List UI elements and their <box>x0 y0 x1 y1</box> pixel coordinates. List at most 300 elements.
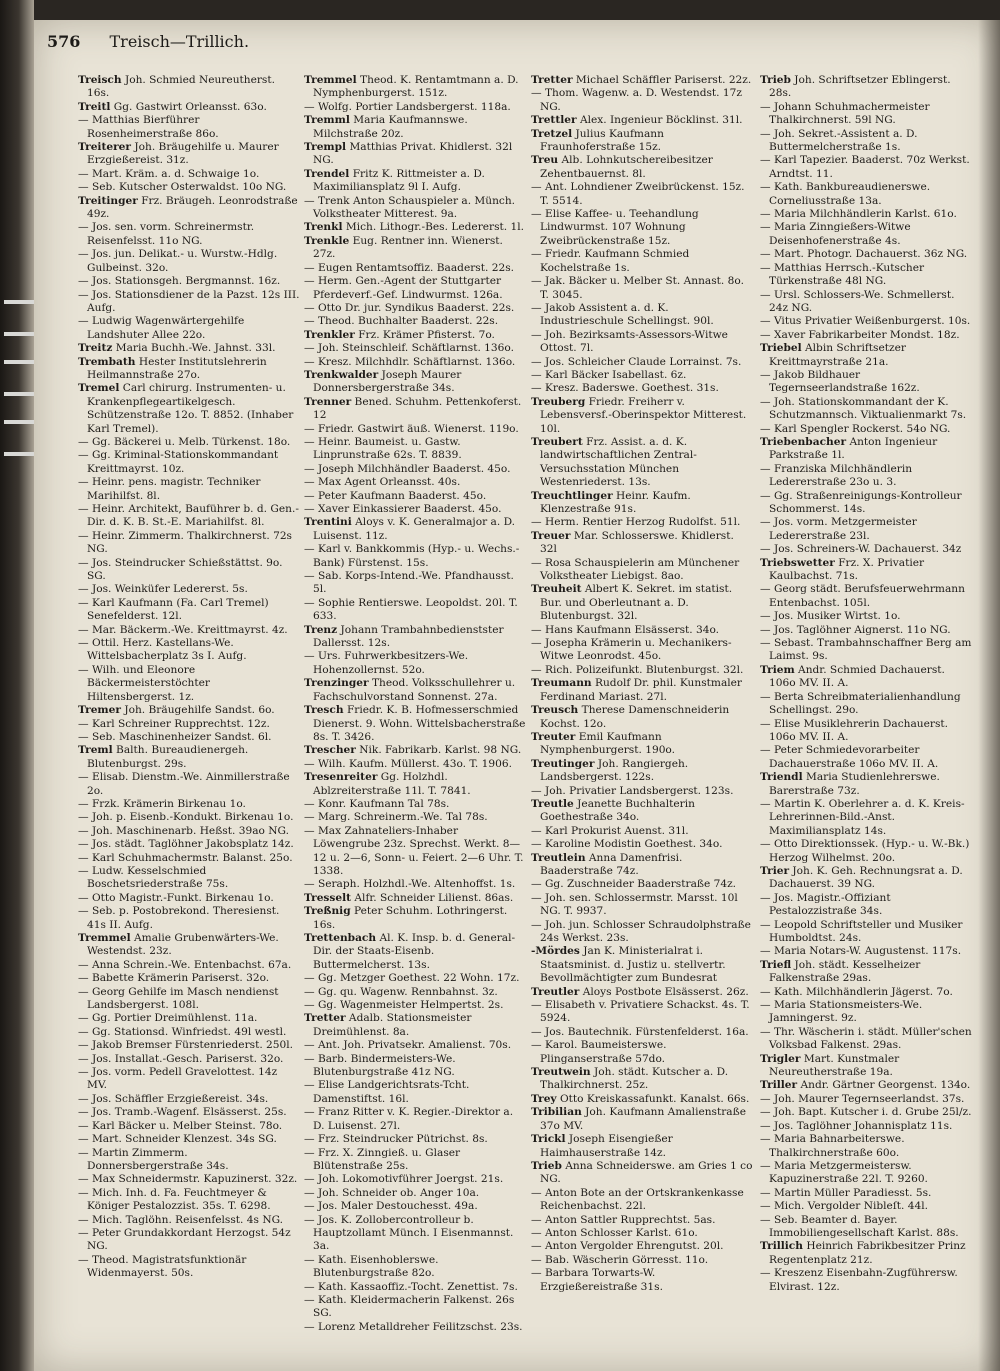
entry-text: Albert K. Sekret. im statist. Bur. und Oberleutnant a. D. Blutenburgst. 32l. <box>540 583 733 623</box>
directory-entry <box>531 516 753 529</box>
directory-entry <box>304 1039 526 1052</box>
directory-entry <box>304 570 526 597</box>
entry-text: — Maria Zinngießers-Witwe Deisenhofenerstraße 4s. <box>760 221 911 247</box>
directory-entry <box>531 1227 753 1240</box>
directory-entry <box>78 932 300 959</box>
directory-entry <box>531 369 753 382</box>
entry-text: — Babette Krämerin Pariserst. 32o. <box>78 972 270 985</box>
entry-text: Joh. Bräugehilfe Sandst. 6o. <box>124 704 275 717</box>
directory-entry <box>531 637 753 664</box>
entry-text: — Bab. Wäscherin Görresst. 11o. <box>531 1253 709 1266</box>
entry-surname: Tremmel <box>304 74 357 86</box>
directory-entry <box>78 637 300 664</box>
entry-text: — Kreszenz Eisenbahn-Zugführersw. Elvirast. 12z. <box>760 1267 958 1293</box>
entry-text: — Mart. Schneider Klenzest. 34s SG. <box>78 1133 277 1146</box>
directory-entry <box>760 463 974 490</box>
entry-text: Alfr. Schneider Lilienst. 86as. <box>354 891 514 904</box>
directory-entry <box>78 114 300 141</box>
directory-entry <box>304 168 526 195</box>
directory-entry <box>304 1254 526 1281</box>
directory-entry <box>760 664 974 691</box>
entry-surname: Tresselt <box>304 891 352 904</box>
directory-entry <box>760 289 974 316</box>
directory-entry <box>531 329 753 356</box>
directory-entry <box>531 382 753 395</box>
entry-text: Maria Kaufmannswe. Milchstraße 20z. <box>313 114 468 140</box>
directory-entry <box>531 436 753 490</box>
entry-text: — Berta Schreibmaterialienhandlung Schellingst. 29o. <box>760 690 961 717</box>
entry-text: — Ant. Joh. Privatsekr. Amalienst. 70s. <box>304 1039 512 1052</box>
directory-entry <box>78 248 300 275</box>
directory-entry <box>304 275 526 302</box>
entry-text: Theod. K. Rentamtmann a. D. Nymphenburgerst. 151z. <box>313 74 519 100</box>
directory-entry <box>760 771 974 798</box>
entry-text: — Maria Notars-W. Augustenst. 117s. <box>760 945 962 958</box>
directory-entry <box>760 436 974 463</box>
entry-text: — Ant. Lohndiener Zweibrückenst. 15z. T. 5514. <box>531 181 745 207</box>
directory-entry <box>304 423 526 436</box>
directory-entry <box>304 878 526 891</box>
entry-surname: Trettenbach <box>304 932 377 944</box>
entry-text: — Josepha Krämerin u. Mechanikers-Witwe Leonrodst. 45o. <box>531 637 732 663</box>
entry-text: — Herm. Rentier Herzog Rudolfst. 51l. <box>531 516 741 529</box>
directory-entry <box>531 74 753 87</box>
directory-entry <box>760 583 974 610</box>
entry-text: — Konr. Kaufmann Tal 78s. <box>304 797 450 810</box>
entry-text: Matthias Privat. Khidlerst. 32l NG. <box>313 141 513 167</box>
directory-entry <box>760 624 974 637</box>
directory-entry <box>760 423 974 436</box>
directory-entry <box>78 275 300 288</box>
entry-text: — Jos. vorm. Metzgermeister Ledererstraße 23l. <box>760 516 917 542</box>
entry-text: — Anna Schrein.-We. Entenbachst. 67a. <box>78 958 292 971</box>
entry-text: — Friedr. Kaufmann Schmied Kochelstraße 1s. <box>531 248 690 274</box>
entry-text: Gg. Holzhdl. Ablzreiterstraße 11l. T. 7841. <box>313 771 471 797</box>
directory-entry <box>78 1012 300 1025</box>
directory-entry <box>531 838 753 851</box>
entry-surname: Trembath <box>78 355 136 368</box>
entry-text: — Karl Prokurist Auenst. 31l. <box>531 824 689 837</box>
directory-entry <box>531 128 753 155</box>
entry-surname: Trillich <box>760 1240 803 1253</box>
directory-entry <box>78 530 300 557</box>
entry-surname: Treml <box>78 744 113 757</box>
entry-text: — Seb. p. Postobrekond. Theresienst. 41s II. Aufg. <box>78 905 280 931</box>
entry-text: Adalb. Stationsmeister Dreimühlenst. 8a. <box>313 1012 472 1038</box>
entry-text: — Peter Kaufmann Baaderst. 45o. <box>304 489 487 502</box>
directory-entry <box>304 905 526 932</box>
entry-text: — Georg Gehilfe im Masch nendienst Landsbergerst. 108l. <box>78 985 279 1012</box>
entry-text: — Jakob Assistent a. d. K. Industrieschule Schellingst. 90l. <box>531 301 714 328</box>
entry-text: — Matthias Herrsch.-Kutscher Türkenstraße 48l NG. <box>760 261 925 288</box>
entry-text: — Max Zahnateliers-Inhaber Löwengrube 23z. Sprechst. Werkt. 8—12 u. 2—6, Sonn- u. Feiert. 2—6 Uhr. T. 1338. <box>304 824 524 877</box>
directory-entry <box>304 503 526 516</box>
entry-text: — Peter Grundakkordant Herzogst. 54z NG. <box>78 1226 291 1253</box>
entry-text: — Frz. Steindrucker Pütrichst. 8s. <box>304 1133 488 1146</box>
entry-text: — Gg. Straßenreinigungs-Kontrolleur Schommerst. 14s. <box>760 489 962 515</box>
entry-text: — Jos. jun. Delikat.- u. Wurstw.-Hdlg. Gulbeinst. 32o. <box>78 248 278 274</box>
entry-text: Joh. Kaufmann Amalienstraße 37o MV. <box>540 1106 746 1132</box>
directory-entry <box>760 1120 974 1133</box>
entry-surname: Trendel <box>304 167 350 180</box>
directory-entry <box>78 557 300 584</box>
directory-entry <box>78 1254 300 1281</box>
entry-text: Mart. Kunstmaler Neureutherstraße 19a. <box>769 1052 900 1079</box>
directory-entry <box>304 302 526 315</box>
entry-text: Emil Kaufmann Nymphenburgerst. 190o. <box>540 730 675 757</box>
entry-text: — Seb. Maschinenheizer Sandst. 6l. <box>78 730 272 743</box>
entry-text: Heinrich Fabrikbesitzer Prinz Regentenplatz 21z. <box>769 1240 966 1266</box>
entry-text: — Joh. Schneider ob. Anger 10a. <box>304 1186 480 1199</box>
entry-surname: Treuheit <box>531 583 582 596</box>
entry-text: Joseph Maurer Donnersbergerstraße 34s. <box>313 368 462 395</box>
directory-entry <box>304 195 526 222</box>
directory-entry <box>531 583 753 623</box>
entry-text: — Gg. Metzger Goethest. 22 Wohn. 17z. <box>304 972 520 985</box>
directory-entry <box>760 986 974 999</box>
entry-text: — Kath. Bankbureaudienerswe. Corneliusstraße 13a. <box>760 181 931 207</box>
entry-text: Jeanette Buchhalterin Goethestraße 34o. <box>540 797 695 824</box>
entry-text: — Jos. Musiker Wirtst. 1o. <box>760 610 901 623</box>
directory-entry <box>78 892 300 905</box>
directory-column-2 <box>304 74 526 1334</box>
directory-column-3 <box>531 74 753 1294</box>
entry-text: — Leopold Schriftsteller und Musiker Humboldtst. 24s. <box>760 918 963 944</box>
directory-entry <box>760 718 974 745</box>
directory-entry <box>78 476 300 503</box>
entry-text: — Joh. Privatier Landsbergerst. 123s. <box>531 784 734 797</box>
directory-entry <box>78 811 300 824</box>
entry-text: — Max Schneidermstr. Kapuzinerst. 32z. <box>78 1173 298 1186</box>
directory-entry <box>304 892 526 905</box>
running-title: Treisch—Trillich. <box>109 32 250 51</box>
entry-text: Theod. Volksschullehrer u. Fachschulvorstand Sonnenst. 27a. <box>313 677 516 703</box>
entry-text: Heinr. Kaufm. Klenzestraße 91s. <box>540 489 691 515</box>
directory-entry <box>760 128 974 155</box>
entry-surname: Triebswetter <box>760 556 835 569</box>
entry-surname: Treuchtlinger <box>531 489 613 502</box>
directory-entry <box>531 758 753 785</box>
entry-surname: Tremml <box>304 114 350 127</box>
entry-surname: Trenz <box>304 623 338 636</box>
directory-column-4 <box>760 74 974 1294</box>
entry-text: — Mar. Bäckerm.-We. Kreittmayrst. 4z. <box>78 623 288 636</box>
entry-surname: Tresenreiter <box>304 771 378 784</box>
entry-surname: Treutwein <box>531 1066 591 1079</box>
directory-entry <box>304 758 526 771</box>
entry-text: — Jos. Stationsgeh. Bergmannst. 16z. <box>78 275 281 288</box>
entry-text: — Jos. Taglöhner Johannisplatz 11s. <box>760 1119 953 1132</box>
entry-surname: Tribilian <box>531 1106 582 1119</box>
entry-text: Amalie Grubenwärters-We. Westendst. 23z. <box>87 932 279 958</box>
entry-text: — Elisab. Dienstm.-We. Ainmillerstraße 2o. <box>78 771 290 797</box>
entry-text: Frz. X. Privatier Kaulbachst. 71s. <box>769 556 925 583</box>
directory-entry <box>78 1106 300 1119</box>
entry-text: — Johann Schuhmachermeister Thalkirchnerst. 59l NG. <box>760 100 930 127</box>
directory-entry <box>78 382 300 436</box>
entry-surname: Treusch <box>531 704 579 717</box>
entry-text: — Otto Direktionssek. (Hyp.- u. W.-Bk.) Herzog Wilhelmst. 20o. <box>760 838 970 864</box>
entry-text: Jan K. Ministerialrat i. Staatsminist. d. Justiz u. stellvertr. Bevollmächtigter zum Bundesrat <box>540 945 726 985</box>
entry-text: — Martin Müller Paradiesst. 5s. <box>760 1186 932 1199</box>
directory-entry <box>760 865 974 892</box>
entry-text: — Seb. Kutscher Osterwaldst. 10o NG. <box>78 181 287 194</box>
entry-text: — Joh. Steinschleif. Schäftlarnst. 136o. <box>304 342 514 355</box>
entry-surname: Treuer <box>531 529 571 542</box>
entry-surname: Tremer <box>78 704 121 717</box>
entry-surname: Tretzel <box>531 127 573 140</box>
directory-entry <box>760 543 974 556</box>
directory-entry <box>78 597 300 624</box>
entry-text: — Joh. p. Eisenb.-Kondukt. Birkenau 1o. <box>78 811 294 824</box>
entry-text: — Kresz. Milchhdlr. Schäftlarnst. 136o. <box>304 355 516 368</box>
entry-text: — Joh. Bapt. Kutscher i. d. Grube 25l/z. <box>760 1106 972 1119</box>
page-number: 576 <box>47 32 81 51</box>
directory-entry <box>304 476 526 489</box>
entry-text: Fritz K. Rittmeister a. D. Maximiliansplatz 9l I. Aufg. <box>313 167 485 194</box>
directory-entry <box>78 74 300 101</box>
entry-text: — Thom. Wagenw. a. D. Westendst. 17z NG. <box>531 87 742 113</box>
entry-surname: Tremmel <box>78 932 131 944</box>
entry-text: — Martin Zimmerm. Donnersbergerstraße 34s. <box>78 1146 229 1172</box>
directory-entry <box>531 664 753 677</box>
directory-entry <box>78 195 300 222</box>
entry-surname: Trenkle <box>304 234 350 247</box>
entry-surname: Trentini <box>304 516 352 529</box>
directory-entry <box>760 208 974 221</box>
entry-text: Otto Kreiskassafunkt. Kanalst. 66s. <box>559 1092 750 1105</box>
entry-text: — Peter Schmiedevorarbeiter Dachauerstraße 106o MV. II. A. <box>760 744 939 770</box>
entry-text: — Urs. Fuhrwerkbesitzers-We. Hohenzollernst. 52o. <box>304 650 469 676</box>
entry-text: — Maria Metzgermeistersw. Kapuzinerstraße 22l. T. 9260. <box>760 1159 928 1186</box>
directory-entry <box>304 1079 526 1106</box>
directory-entry <box>304 597 526 624</box>
directory-entry <box>760 1026 974 1053</box>
directory-entry <box>304 543 526 570</box>
entry-surname: Triller <box>760 1079 798 1092</box>
directory-entry <box>531 1133 753 1160</box>
entry-surname: Trenkwalder <box>304 368 379 381</box>
directory-entry <box>760 516 974 543</box>
entry-text: — Jos. Weinküfer Ledererst. 5s. <box>78 583 248 596</box>
entry-text: — Anton Sattler Rupprechtst. 5as. <box>531 1213 716 1226</box>
entry-text: — Jos. Installat.-Gesch. Pariserst. 32o. <box>78 1052 284 1065</box>
directory-entry <box>760 798 974 838</box>
entry-surname: Trenzinger <box>304 677 369 690</box>
directory-entry <box>304 114 526 141</box>
directory-entry <box>531 208 753 248</box>
entry-text: — Jos. Steindrucker Schießstättst. 9o. SG. <box>78 556 283 583</box>
entry-text: — Mich. Taglöhn. Reisenfelsst. 4s NG. <box>78 1213 284 1226</box>
directory-entry <box>760 342 974 369</box>
directory-entry <box>760 1187 974 1200</box>
entry-text: — Kath. Kleidermacherin Falkenst. 26s SG. <box>304 1293 515 1320</box>
entry-text: Julius Kaufmann Fraunhoferstraße 15z. <box>540 127 664 154</box>
entry-text: — Sophie Rentierswe. Leopoldst. 20l. T. 633. <box>304 596 518 623</box>
entry-text: Nik. Fabrikarb. Karlst. 98 NG. <box>359 744 522 757</box>
entry-surname: Triefl <box>760 958 792 971</box>
entry-text: — Seraph. Holzhdl.-We. Altenhoffst. 1s. <box>304 878 516 891</box>
directory-entry <box>304 221 526 234</box>
entry-text: — Mich. Inh. d. Fa. Feuchtmeyer & Königer Pestalozzist. 35s. T. 6298. <box>78 1186 271 1213</box>
directory-entry <box>760 1240 974 1267</box>
directory-entry <box>304 1200 526 1213</box>
entry-surname: Treisch <box>78 74 122 86</box>
directory-entry <box>78 865 300 892</box>
directory-entry <box>78 718 300 731</box>
directory-column-1 <box>78 74 300 1281</box>
entry-text: — Anton Vergolder Ehrengutst. 20l. <box>531 1240 724 1253</box>
entry-surname: Triebel <box>760 342 802 355</box>
entry-surname: Tremel <box>78 382 120 395</box>
directory-entry <box>78 624 300 637</box>
directory-entry <box>760 838 974 865</box>
directory-entry <box>78 704 300 717</box>
directory-entry <box>531 677 753 704</box>
entry-surname: Treutlein <box>531 851 586 864</box>
entry-text: Joh. städt. Kesselheizer Falkenstraße 29as. <box>769 958 921 985</box>
directory-entry <box>304 74 526 101</box>
directory-entry <box>78 905 300 932</box>
entry-text: Hester Institutslehrerin Heilmannstraße 27o. <box>87 355 267 381</box>
entry-text: — Gg. Wagenmeister Helmpertst. 2s. <box>304 999 504 1012</box>
entry-text: Balth. Bureaudienergeh. Blutenburgst. 29s. <box>87 744 249 770</box>
directory-entry <box>304 101 526 114</box>
directory-entry <box>531 490 753 517</box>
entry-text: — Matthias Bierführer Rosenheimerstraße 86o. <box>78 114 219 140</box>
directory-entry <box>760 744 974 771</box>
entry-text: Anna Schneiderswe. am Gries 1 co NG. <box>540 1159 753 1186</box>
entry-text: — Gg. Bäckerei u. Melb. Türkenst. 18o. <box>78 435 291 448</box>
directory-entry <box>304 624 526 651</box>
directory-entry <box>760 610 974 623</box>
entry-surname: Treubert <box>531 435 583 448</box>
entry-surname: Trickl <box>531 1133 566 1146</box>
entry-text: — Jos. Magistr.-Offiziant Pestalozzistraße 34s. <box>760 891 891 918</box>
entry-text: — Xaver Fabrikarbeiter Mondst. 18z. <box>760 328 960 341</box>
directory-entry <box>304 1281 526 1294</box>
entry-surname: Tresch <box>304 704 344 717</box>
directory-entry <box>760 181 974 208</box>
entry-text: — Jos. Tramb.-Wagenf. Elsässerst. 25s. <box>78 1106 287 1119</box>
entry-text: — Karl Schuhmachermstr. Balanst. 25o. <box>78 851 293 864</box>
entry-text: — Kresz. Baderswe. Goethest. 31s. <box>531 382 719 395</box>
entry-text: — Joh. sen. Schlossermstr. Marsst. 10l NG. T. 9937. <box>531 891 738 918</box>
entry-text: — Jakob Bildhauer Tegernseerlandstraße 162z. <box>760 368 920 395</box>
directory-entry <box>531 1106 753 1133</box>
directory-entry <box>760 691 974 718</box>
entry-text: Albin Schriftsetzer Kreittmayrstraße 21a. <box>769 342 906 368</box>
directory-entry <box>78 503 300 530</box>
entry-text: — Jakob Bremser Fürstenriederst. 250l. <box>78 1039 294 1052</box>
directory-entry <box>304 356 526 369</box>
entry-text: — Hans Kaufmann Elsässerst. 34o. <box>531 623 720 636</box>
directory-entry <box>304 490 526 503</box>
entry-text: — Jos. Taglöhner Aignerst. 11o NG. <box>760 623 951 636</box>
directory-entry <box>78 315 300 342</box>
directory-entry <box>760 1214 974 1241</box>
directory-entry <box>78 141 300 168</box>
directory-entry <box>760 1267 974 1294</box>
directory-entry <box>304 235 526 262</box>
directory-entry <box>760 101 974 128</box>
entry-text: Alb. Lohnkutschereibesitzer Zehentbauernst. 8l. <box>540 154 713 180</box>
page-header <box>47 32 249 58</box>
entry-surname: Triem <box>760 663 795 676</box>
directory-entry <box>531 878 753 891</box>
entry-text: Aloys Postbote Elsässerst. 26z. <box>582 985 749 998</box>
entry-text: Joh. Rangiergeh. Landsbergerst. 122s. <box>540 757 689 784</box>
entry-text: Joh. K. Geh. Rechnungsrat a. D. Dachauerst. 39 NG. <box>769 864 963 891</box>
directory-entry <box>531 825 753 838</box>
entry-text: — Franziska Milchhändlerin Ledererstraße 23o u. 3. <box>760 462 913 489</box>
entry-text: Rudolf Dr. phil. Kunstmaler Ferdinand Mariast. 27l. <box>540 677 742 703</box>
directory-entry <box>531 557 753 584</box>
directory-entry <box>304 1106 526 1133</box>
directory-entry <box>78 664 300 704</box>
entry-text: Mar. Schlosserswe. Khidlerst. 32l <box>540 529 734 556</box>
entry-text: — Karol. Baumeisterswe. Plinganserstraße 57do. <box>531 1039 667 1065</box>
entry-surname: Treitinger <box>78 194 138 207</box>
entry-text: — Georg städt. Berufsfeuerwehrmann Entenbachst. 105l. <box>760 583 965 609</box>
directory-entry <box>304 463 526 476</box>
entry-text: — Kath. Eisenhoblerswe. Blutenburgstraße 82o. <box>304 1253 439 1280</box>
entry-text: — Seb. Beamter d. Bayer. Immobiliengesellschaft Karlst. 88s. <box>760 1213 959 1239</box>
directory-entry <box>531 731 753 758</box>
entry-text: — Xaver Einkassierer Baaderst. 45o. <box>304 503 502 515</box>
directory-entry <box>304 825 526 879</box>
entry-text: — Joh. Maurer Tegernseerlandst. 37s. <box>760 1092 965 1105</box>
directory-entry <box>304 771 526 798</box>
directory-entry <box>78 852 300 865</box>
directory-entry <box>760 1079 974 1092</box>
entry-text: Anton Ingenieur Parkstraße 1l. <box>769 435 938 462</box>
entry-surname: Treiterer <box>78 141 131 154</box>
entry-surname: Trescher <box>304 744 356 757</box>
directory-entry <box>531 248 753 275</box>
entry-text: — Ursl. Schlossers-We. Schmellerst. 24z NG. <box>760 288 955 314</box>
entry-text: — Karl Tapezier. Baaderst. 70z Werkst. Arndtst. 11. <box>760 154 970 180</box>
entry-text: — Ottil. Herz. Kastellans-We. Wittelsbacherplatz 3s I. Aufg. <box>78 637 247 663</box>
directory-entry <box>304 932 526 972</box>
entry-text: — Eugen Rentamtsoffiz. Baaderst. 22s. <box>304 261 514 274</box>
entry-text: Joseph Eisengießer Haimhauserstraße 14z. <box>540 1133 673 1159</box>
directory-entry <box>78 1026 300 1039</box>
entry-text: — Ludw. Kesselschmied Boschetsriederstraße 75s. <box>78 864 229 891</box>
directory-entry <box>531 1066 753 1093</box>
directory-entry <box>531 1160 753 1187</box>
directory-entry <box>304 1294 526 1321</box>
directory-entry <box>531 1093 753 1106</box>
entry-surname: Treitl <box>78 100 111 113</box>
entry-text: — Elisabeth v. Privatiere Schackst. 4s. T. 5924. <box>531 999 750 1025</box>
entry-text: — Maria Bahnarbeiterswe. Thalkirchnerstraße 60o. <box>760 1133 905 1159</box>
entry-surname: Treutinger <box>531 757 595 770</box>
directory-entry <box>531 919 753 946</box>
directory-entry <box>760 1106 974 1119</box>
entry-surname: Tretter <box>304 1012 346 1025</box>
entry-text: — Wilh. und Eleonore Bäckermeisterstöchter Hiltensbergerst. 1z. <box>78 663 210 703</box>
entry-text: — Heinr. Baumeist. u. Gastw. Linprunstraße 62s. T. 8839. <box>304 435 462 462</box>
directory-entry <box>304 141 526 168</box>
entry-text: — Martin K. Oberlehrer a. d. K. Kreis-Lehrerinnen-Bild.-Anst. Maximiliansplatz 14s. <box>760 797 965 837</box>
directory-entry <box>304 650 526 677</box>
directory-entry <box>304 1187 526 1200</box>
directory-entry <box>531 1039 753 1066</box>
directory-entry <box>304 811 526 824</box>
directory-entry <box>304 1321 526 1334</box>
directory-entry <box>760 1053 974 1080</box>
